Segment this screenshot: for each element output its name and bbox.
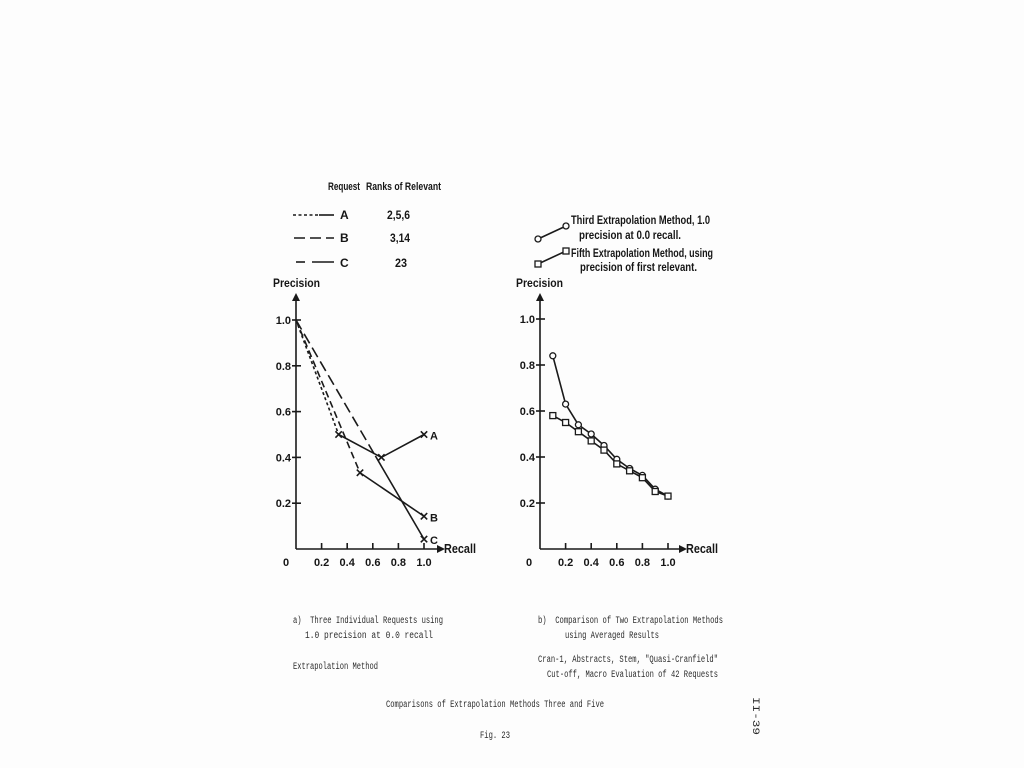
legend-square-marker <box>563 248 569 254</box>
caption-b-line2: using Averaged Results <box>565 631 698 642</box>
x-tick-label: 0.2 <box>557 557 574 569</box>
y-axis-label: Precision <box>516 276 563 290</box>
origin-label: 0 <box>525 557 533 569</box>
square-marker <box>550 413 556 419</box>
caption-b-line3: Cran-1, Abstracts, Stem, "Quasi-Cranfield" <box>538 655 791 666</box>
x-tick-label: 0.6 <box>609 557 625 569</box>
origin-label: 0 <box>282 557 290 569</box>
series-end-label: C <box>430 535 438 548</box>
y-tick-label: 0.6 <box>519 406 535 418</box>
caption-b-line1: b) Comparison of Two Extrapolation Methods <box>538 616 797 627</box>
legend-fifth-name-line1: Fifth Extrapolation Method, using <box>571 248 713 260</box>
circle-marker <box>550 353 556 359</box>
caption-a-line3: Extrapolation Method <box>293 662 414 673</box>
legend-header-ranks: Ranks of Relevant <box>366 181 442 193</box>
legend-fifth-name-line2: precision of first relevant. <box>580 262 697 274</box>
square-marker <box>563 420 569 426</box>
y-tick-label: 0.8 <box>275 360 291 373</box>
caption-a-line2: 1.0 precision at 0.0 recall <box>305 631 468 642</box>
legend-circle-marker <box>535 236 541 242</box>
legend-c-ranks: 23 <box>395 256 408 270</box>
x-tick-label: 0.4 <box>583 557 599 569</box>
x-tick-label: 1.0 <box>660 557 676 569</box>
circle-marker <box>563 401 569 407</box>
y-tick-label: 0.6 <box>275 406 291 419</box>
square-marker <box>665 493 671 499</box>
circle-marker <box>588 431 594 437</box>
legend-b-name: B <box>340 231 349 245</box>
x-tick-label: 1.0 <box>416 557 432 569</box>
square-marker <box>627 468 633 474</box>
figure-label: Fig. 23 <box>480 731 523 742</box>
x-tick-label: 0.8 <box>390 557 407 569</box>
legend-third-name-line1: Third Extrapolation Method, 1.0 <box>571 215 710 227</box>
series-end-label: B <box>430 512 438 525</box>
page-number: II-39 <box>749 697 760 728</box>
circle-marker <box>575 422 581 428</box>
y-tick-label: 1.0 <box>519 314 535 326</box>
square-marker <box>588 438 594 444</box>
square-marker <box>601 447 607 453</box>
series-end-label: A <box>430 430 438 443</box>
x-tick-label: 0.6 <box>365 557 381 569</box>
legend-c-name: C <box>340 256 349 270</box>
caption-a-line1: a) Three Individual Requests using <box>293 616 504 627</box>
legend-square-marker <box>535 261 541 267</box>
x-tick-label: 0.4 <box>339 557 355 569</box>
legend-b-ranks: 3,14 <box>390 231 411 245</box>
y-axis-label: Precision <box>273 276 320 290</box>
square-marker <box>614 461 620 467</box>
square-marker <box>639 475 645 481</box>
legend-a-name: A <box>340 208 349 222</box>
x-axis-label: Recall <box>686 542 718 556</box>
x-axis-label: Recall <box>444 542 476 556</box>
x-tick-label: 0.8 <box>634 557 651 569</box>
x-tick-label: 0.2 <box>313 557 330 569</box>
y-tick-label: 0.2 <box>275 498 291 511</box>
square-marker <box>575 429 581 435</box>
figure-title: Comparisons of Extrapolation Methods Three and Five <box>386 700 693 711</box>
y-tick-label: 0.8 <box>519 360 535 372</box>
square-marker <box>652 489 658 495</box>
legend-a-ranks: 2,5,6 <box>387 208 411 222</box>
y-tick-label: 1.0 <box>275 315 291 327</box>
legend-circle-marker <box>563 223 569 229</box>
y-tick-label: 0.4 <box>519 452 535 464</box>
legend-header-request: Request <box>328 181 361 193</box>
y-tick-label: 0.2 <box>519 498 535 510</box>
y-tick-label: 0.4 <box>275 452 291 465</box>
legend-third-name-line2: precision at 0.0 recall. <box>579 230 681 242</box>
caption-b-line4: Cut-off, Macro Evaluation of 42 Requests <box>547 670 788 681</box>
